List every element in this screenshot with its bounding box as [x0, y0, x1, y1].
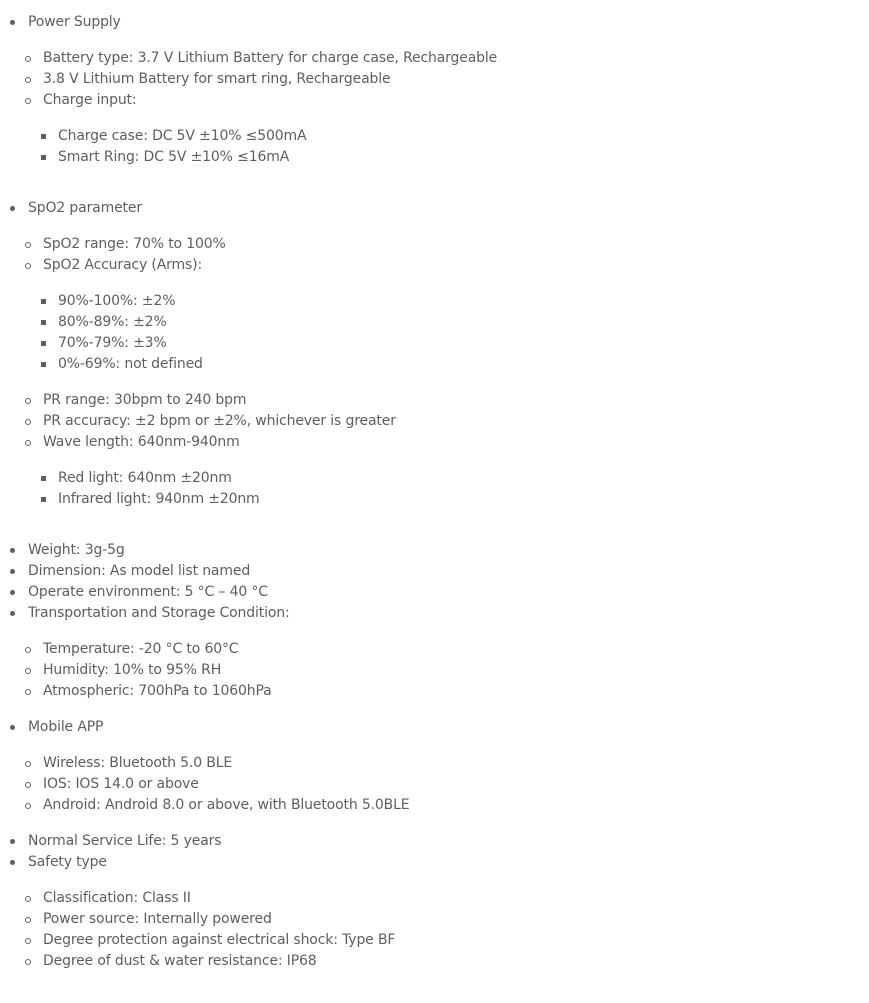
list-item	[43, 930, 395, 951]
circle-bullet	[25, 56, 31, 62]
list-item	[58, 312, 167, 333]
list-item-text: Dimension: As model list named	[28, 563, 251, 579]
square-bullet	[41, 476, 46, 481]
circle-bullet	[25, 782, 31, 788]
list-item	[43, 951, 317, 972]
list-item-text: Red light: 640nm ±20nm	[58, 470, 232, 486]
list-item-text: SpO2 Accuracy (Arms):	[43, 257, 203, 273]
square-bullet	[41, 155, 46, 160]
list-item	[58, 333, 167, 354]
disc-bullet	[10, 569, 15, 574]
list-item-text: Safety type	[28, 854, 107, 870]
list-item	[28, 12, 121, 33]
circle-bullet	[25, 98, 31, 104]
list-item-text: Charge case: DC 5V ±10% ≤500mA	[58, 128, 307, 144]
list-item-text: Wave length: 640nm-940nm	[43, 434, 240, 450]
list-item-text: Power Supply	[28, 14, 121, 30]
list-item-text: PR accuracy: ±2 bpm or ±2%, whichever is greater	[43, 413, 396, 429]
list-item	[58, 354, 203, 375]
square-bullet	[41, 320, 46, 325]
disc-bullet	[10, 611, 15, 616]
disc-bullet	[10, 548, 15, 553]
circle-bullet	[25, 398, 31, 404]
list-item	[43, 753, 232, 774]
circle-bullet	[25, 668, 31, 674]
square-bullet	[41, 134, 46, 139]
disc-bullet	[10, 725, 15, 730]
circle-bullet	[25, 77, 31, 83]
list-item-text: Wireless: Bluetooth 5.0 BLE	[43, 755, 233, 771]
list-item	[28, 582, 268, 603]
square-bullet	[41, 362, 46, 367]
list-item	[28, 561, 250, 582]
list-item	[28, 831, 221, 852]
list-item	[28, 198, 142, 219]
list-item-text: Battery type: 3.7 V Lithium Battery for charge case, Rechargeable	[43, 50, 498, 66]
list-item-text: Normal Service Life: 5 years	[28, 833, 222, 849]
list-item	[58, 147, 289, 168]
list-item	[43, 90, 136, 111]
circle-bullet	[25, 689, 31, 695]
square-bullet	[41, 341, 46, 346]
list-item-text: Transportation and Storage Condition:	[28, 605, 290, 621]
list-item	[58, 291, 175, 312]
list-item	[43, 888, 191, 909]
disc-bullet	[10, 206, 15, 211]
circle-bullet	[25, 419, 31, 425]
list-item-text: Temperature: -20 °C to 60°C	[43, 641, 239, 657]
list-item-text: Humidity: 10% to 95% RH	[43, 662, 222, 678]
circle-bullet	[25, 803, 31, 809]
circle-bullet	[25, 896, 31, 902]
list-item	[43, 234, 226, 255]
list-item	[43, 411, 396, 432]
list-item-text: Android: Android 8.0 or above, with Bluetooth 5.0BLE	[43, 797, 410, 813]
list-item-text: Infrared light: 940nm ±20nm	[58, 491, 260, 507]
list-item	[43, 909, 272, 930]
list-item-text: Power source: Internally powered	[43, 911, 272, 927]
list-item	[28, 717, 103, 738]
list-item-text: 90%-100%: ±2%	[58, 293, 176, 309]
list-item	[58, 126, 306, 147]
list-item-text: Smart Ring: DC 5V ±10% ≤16mA	[58, 149, 290, 165]
square-bullet	[41, 299, 46, 304]
list-item-text: Charge input:	[43, 92, 137, 108]
list-item	[28, 852, 107, 873]
list-item-text: SpO2 parameter	[28, 200, 142, 216]
circle-bullet	[25, 938, 31, 944]
list-item-text: SpO2 range: 70% to 100%	[43, 236, 226, 252]
list-item-text: Weight: 3g-5g	[28, 542, 125, 558]
list-item-text: Degree protection against electrical shock: Type BF	[43, 932, 396, 948]
list-item	[43, 390, 246, 411]
list-item-text: Operate environment: 5 °C – 40 °C	[28, 584, 268, 600]
list-item	[43, 432, 240, 453]
disc-bullet	[10, 20, 15, 25]
list-item-text: Atmospheric: 700hPa to 1060hPa	[43, 683, 272, 699]
disc-bullet	[10, 860, 15, 865]
list-item	[43, 660, 221, 681]
list-item	[43, 48, 497, 69]
list-item-text: IOS: IOS 14.0 or above	[43, 776, 199, 792]
disc-bullet	[10, 839, 15, 844]
list-item	[43, 69, 390, 90]
list-item	[43, 774, 199, 795]
list-item-text: 70%-79%: ±3%	[58, 335, 167, 351]
list-item-text: Mobile APP	[28, 719, 104, 735]
list-item-text: 80%-89%: ±2%	[58, 314, 167, 330]
circle-bullet	[25, 263, 31, 269]
circle-bullet	[25, 761, 31, 767]
list-item	[28, 603, 290, 624]
list-item	[58, 489, 260, 510]
list-item-text: Degree of dust & water resistance: IP68	[43, 953, 317, 969]
circle-bullet	[25, 959, 31, 965]
circle-bullet	[25, 242, 31, 248]
list-item-text: 3.8 V Lithium Battery for smart ring, Rechargeable	[43, 71, 391, 87]
circle-bullet	[25, 440, 31, 446]
list-item	[43, 795, 409, 816]
list-item	[43, 255, 202, 276]
square-bullet	[41, 497, 46, 502]
list-item	[28, 540, 125, 561]
circle-bullet	[25, 647, 31, 653]
list-item	[43, 639, 238, 660]
list-item-text: PR range: 30bpm to 240 bpm	[43, 392, 247, 408]
list-item	[58, 468, 232, 489]
list-item-text: Classification: Class II	[43, 890, 191, 906]
disc-bullet	[10, 590, 15, 595]
circle-bullet	[25, 917, 31, 923]
list-item	[43, 681, 272, 702]
list-item-text: 0%-69%: not defined	[58, 356, 203, 372]
